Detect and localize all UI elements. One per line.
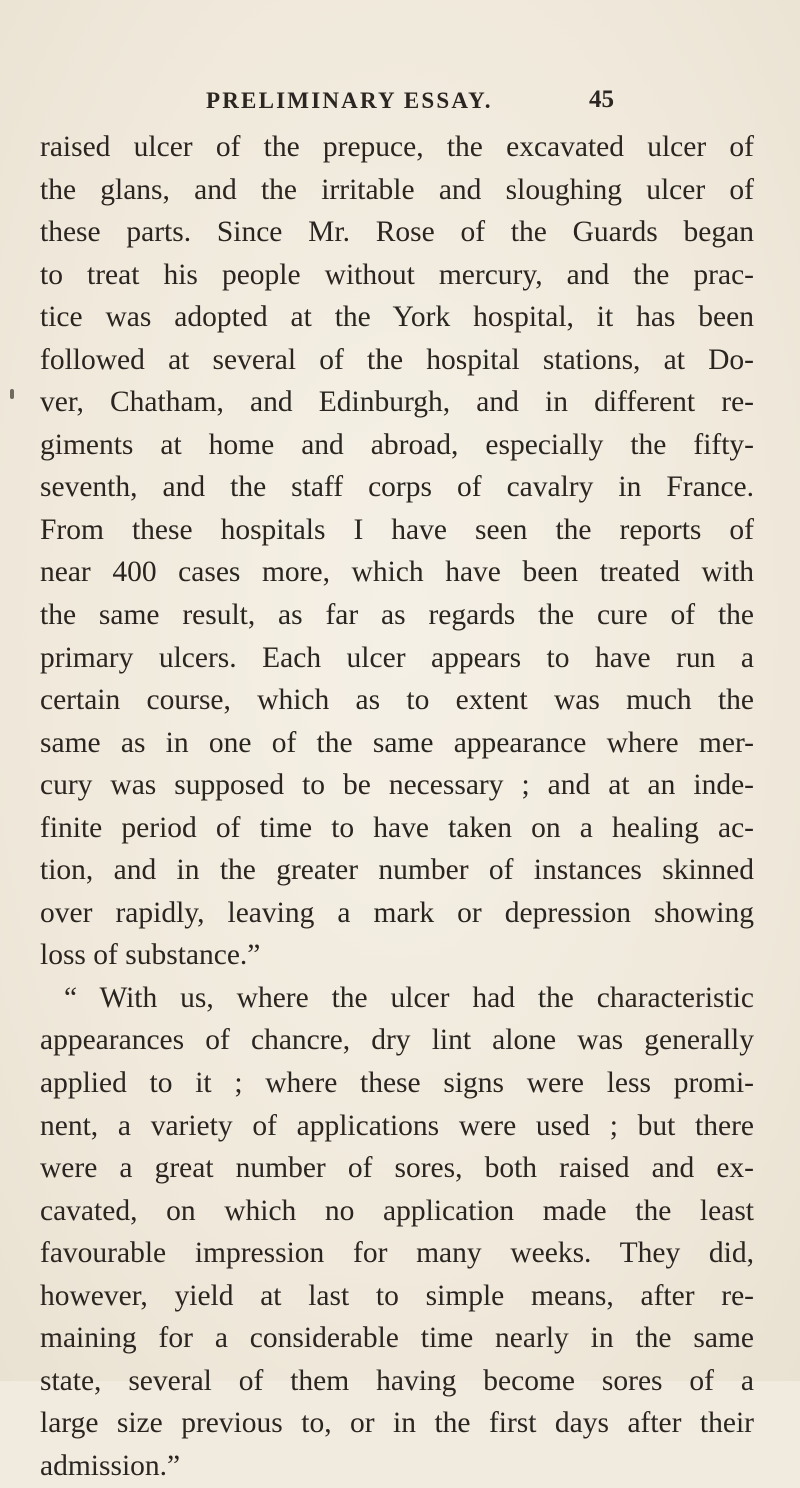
text-line: to treat his people without mercury, and the prac-: [40, 258, 754, 291]
text-line: nent, a variety of applications were used ; but there: [40, 1109, 754, 1142]
text-line: large size previous to, or in the first days after their: [40, 1407, 754, 1440]
page-header: [0, 82, 800, 122]
text-line: the same result, as far as regards the cure of the: [40, 599, 754, 632]
text-line: appearances of chancre, dry lint alone was generally: [40, 1024, 754, 1057]
text-line: raised ulcer of the prepuce, the excavated ulcer of: [40, 131, 754, 163]
paragraph-end-line: loss of substance.”: [40, 939, 261, 972]
text-line: followed at several of the hospital stations, at Do-: [40, 343, 754, 376]
text-line: From these hospitals I have seen the reports of: [40, 513, 754, 546]
text-line: giments at home and abroad, especially the fifty-: [40, 428, 754, 461]
text-line: maining for a considerable time nearly in the same: [40, 1322, 754, 1355]
text-line: however, yield at last to simple means, after re-: [40, 1279, 754, 1312]
text-line: certain course, which as to extent was much the: [40, 684, 754, 717]
text-line: were a great number of sores, both raised and ex-: [40, 1152, 754, 1185]
text-line: cavated, on which no application made the least: [40, 1194, 754, 1227]
text-line: these parts. Since Mr. Rose of the Guards began: [40, 216, 754, 249]
text-line: applied to it ; where these signs were less promi-: [40, 1067, 754, 1100]
text-line: favourable impression for many weeks. They did,: [40, 1237, 754, 1270]
paragraph-end-line: admission.”: [40, 1449, 181, 1482]
text-line: primary ulcers. Each ulcer appears to have run a: [40, 641, 754, 674]
text-line: cury was supposed to be necessary ; and at an inde-: [40, 769, 754, 802]
paragraph-start-line: “ With us, where the ulcer had the characteristic: [64, 981, 754, 1014]
text-line: near 400 cases more, which have been treated with: [40, 556, 754, 589]
text-line: seventh, and the staff corps of cavalry in France.: [40, 471, 754, 504]
text-line: the glans, and the irritable and sloughing ulcer of: [40, 173, 754, 206]
text-line: same as in one of the same appearance where mer-: [40, 726, 754, 759]
text-line: tice was adopted at the York hospital, it has been: [40, 301, 754, 334]
text-line: ver, Chatham, and Edinburgh, and in different re-: [40, 386, 754, 419]
body-text: [40, 126, 754, 1488]
page-number: 45: [589, 86, 614, 113]
text-line: over rapidly, leaving a mark or depression showing: [40, 896, 754, 929]
text-line: finite period of time to have taken on a healing ac-: [40, 811, 754, 844]
text-line: tion, and in the greater number of instances skinned: [40, 854, 754, 887]
running-head: PRELIMINARY ESSAY.: [206, 88, 493, 113]
text-line: state, several of them having become sores of a: [40, 1364, 754, 1397]
margin-mark: [10, 389, 14, 399]
